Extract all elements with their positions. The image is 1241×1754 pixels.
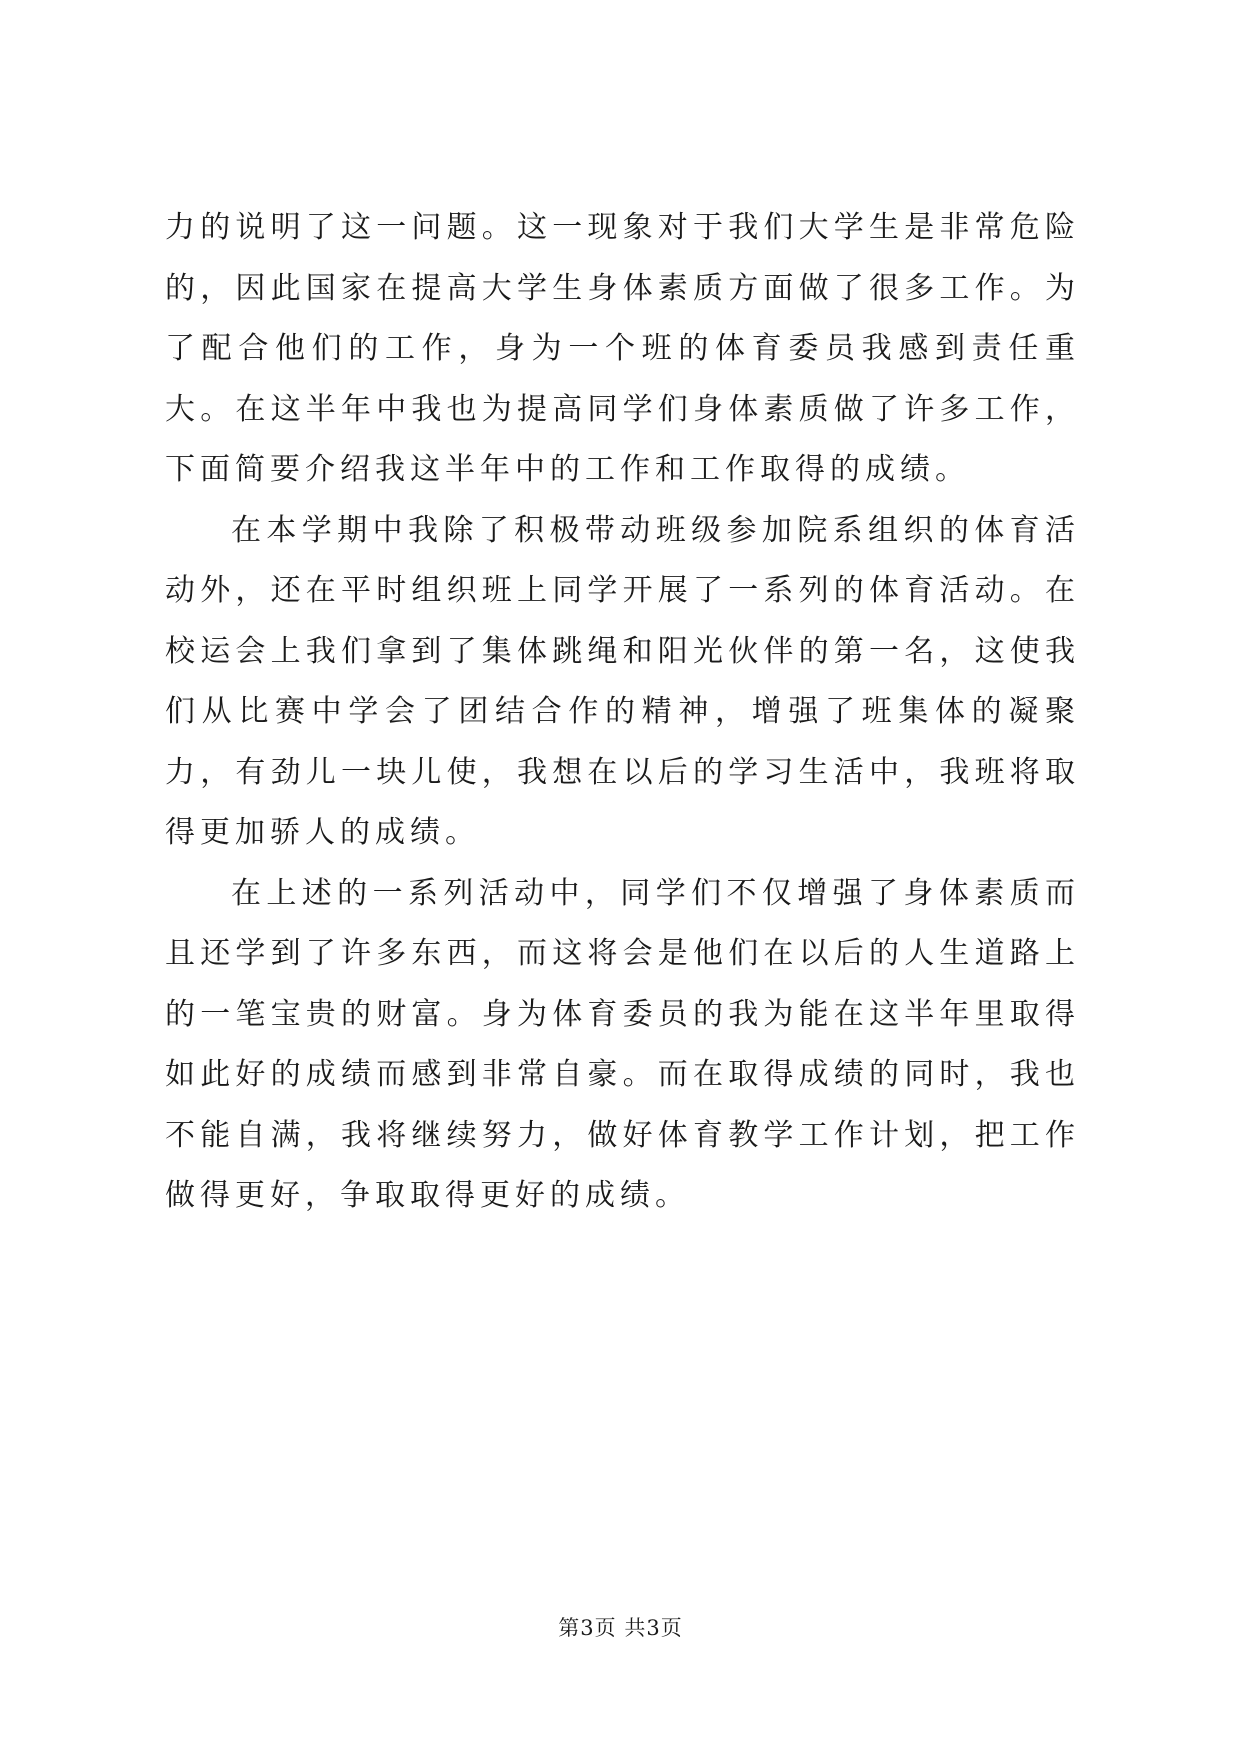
page-number-footer: 第3页 共3页 (558, 1616, 683, 1640)
paragraph-continuation: 力的说明了这一问题。这一现象对于我们大学生是非常危险的，因此国家在提高大学生身体素质方面做了很多工作。为了配合他们的工作，身为一个班的体育委员我感到责任重大。在这半年中我也为提高同学们身体素质做了许多工作，下面简要介绍我这半年中的工作和工作取得的成绩。 (165, 210, 1080, 487)
document-body (165, 198, 1080, 1227)
paragraph-conclusion: 在上述的一系列活动中，同学们不仅增强了身体素质而且还学到了许多东西，而这将会是他们在以后的人生道路上的一笔宝贵的财富。身为体育委员的我为能在这半年里取得如此好的成绩而感到非常自豪。而在取得成绩的同时，我也不能自满，我将继续努力，做好体育教学工作计划，把工作做得更好，争取取得更好的成绩。 (165, 875, 1080, 1213)
paragraph-activities: 在本学期中我除了积极带动班级参加院系组织的体育活动外，还在平时组织班上同学开展了一系列的体育活动。在校运会上我们拿到了集体跳绳和阳光伙伴的第一名，这使我们从比赛中学会了团结合作的精神，增强了班集体的凝聚力，有劲儿一块儿使，我想在以后的学习生活中，我班将取得更加骄人的成绩。 (165, 512, 1080, 850)
